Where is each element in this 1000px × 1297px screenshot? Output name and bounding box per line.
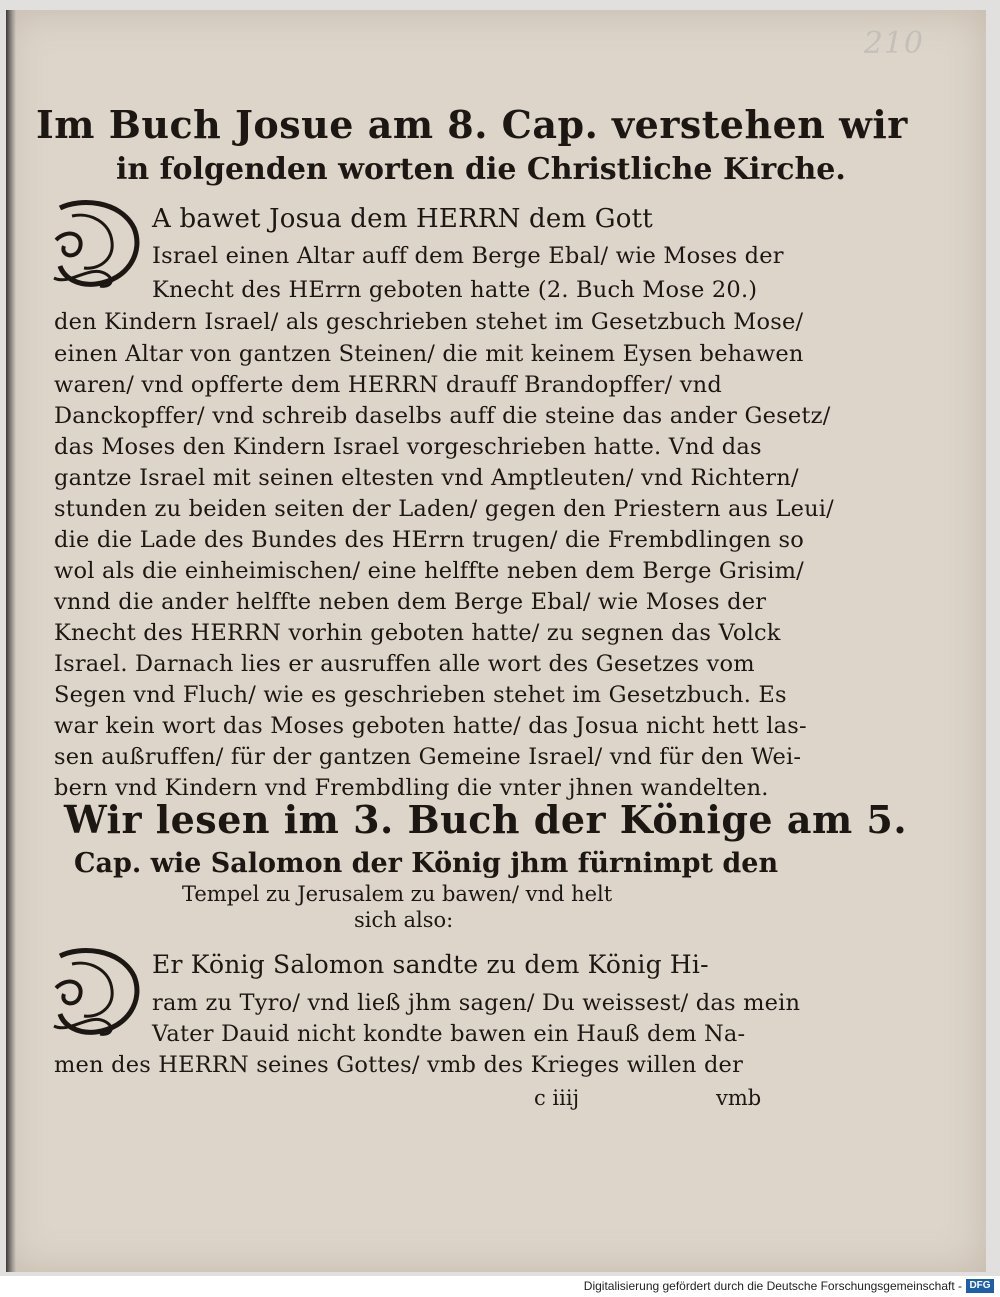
text-line: Segen vnd Fluch/ wie es geschrieben stehet im Gesetzbuch. Es [54,682,787,708]
text-line: einen Altar von gantzen Steinen/ die mit keinem Eysen behawen [54,341,804,367]
text-line: Knecht des HErrn geboten hatte (2. Buch Mose 20.) [152,277,758,303]
heading-1-line-2: in folgenden worten die Christliche Kirche. [116,152,846,187]
text-line: Danckopffer/ vnd schreib daselbs auff die steine das ander Gesetz/ [54,403,831,429]
heading-2-line-2: Cap. wie Salomon der König jhm fürnimpt den [74,848,779,879]
text-line: ram zu Tyro/ vnd ließ jhm sagen/ Du weissest/ das mein [152,990,801,1016]
signature-mark: c iiij [534,1086,580,1110]
text-line: Israel einen Altar auff dem Berge Ebal/ wie Moses der [152,243,784,269]
text-line: Vater Dauid nicht kondte bawen ein Hauß dem Na- [152,1021,746,1047]
text-line: men des HERRN seines Gottes/ vmb des Krieges willen der [54,1052,744,1078]
heading-2-line-1: Wir lesen im 3. Buch der Könige am 5. [64,797,908,842]
text-line: bern vnd Kindern vnd Frembdling die vnter jhnen wandelten. [54,775,769,801]
heading-2-line-3: Tempel zu Jerusalem zu bawen/ vnd helt [182,882,613,906]
digitization-footer [0,1276,1000,1297]
text-line: gantze Israel mit seinen eltesten vnd Amptleuten/ vnd Richtern/ [54,465,799,491]
text-line: waren/ vnd opfferte dem HERRN drauff Brandopffer/ vnd [54,372,722,398]
text-line: Israel. Darnach lies er ausruffen alle wort des Gesetzes vom [54,651,755,677]
text-line: sen außruffen/ für der gantzen Gemeine Israel/ vnd für den Wei- [54,744,802,770]
footer-credit: Digitalisierung gefördert durch die Deutsche Forschungsgemeinschaft - [583,1279,962,1293]
folio-number: 210 [863,26,924,61]
catchword: vmb [716,1086,762,1110]
dfg-logo-icon: DFG [966,1279,994,1293]
text-line: A bawet Josua dem HERRN dem Gott [152,204,653,234]
text-line: vnnd die ander helffte neben dem Berge Ebal/ wie Moses der [54,589,767,615]
text-line: das Moses den Kindern Israel vorgeschrieben hatte. Vnd das [54,434,762,460]
text-line: die die Lade des Bundes des HErrn trugen/ die Frembdlingen so [54,527,804,553]
decorated-initial-d-icon [50,942,144,1038]
text-line: war kein wort das Moses geboten hatte/ das Josua nicht hett las- [54,713,807,739]
text-line: stunden zu beiden seiten der Laden/ gegen den Priestern aus Leui/ [54,496,834,522]
text-line: den Kindern Israel/ als geschrieben stehet im Gesetzbuch Mose/ [54,309,804,335]
text-line: Knecht des HERRN vorhin geboten hatte/ zu segnen das Volck [54,620,781,646]
heading-1-line-1: Im Buch Josue am 8. Cap. verstehen wir [36,102,908,147]
text-line: Er König Salomon sandte zu dem König Hi- [152,950,709,979]
heading-2-line-4: sich also: [354,908,454,932]
text-line: wol als die einheimischen/ eine helffte neben dem Berge Grisim/ [54,558,804,584]
decorated-initial-d-icon [50,194,144,290]
